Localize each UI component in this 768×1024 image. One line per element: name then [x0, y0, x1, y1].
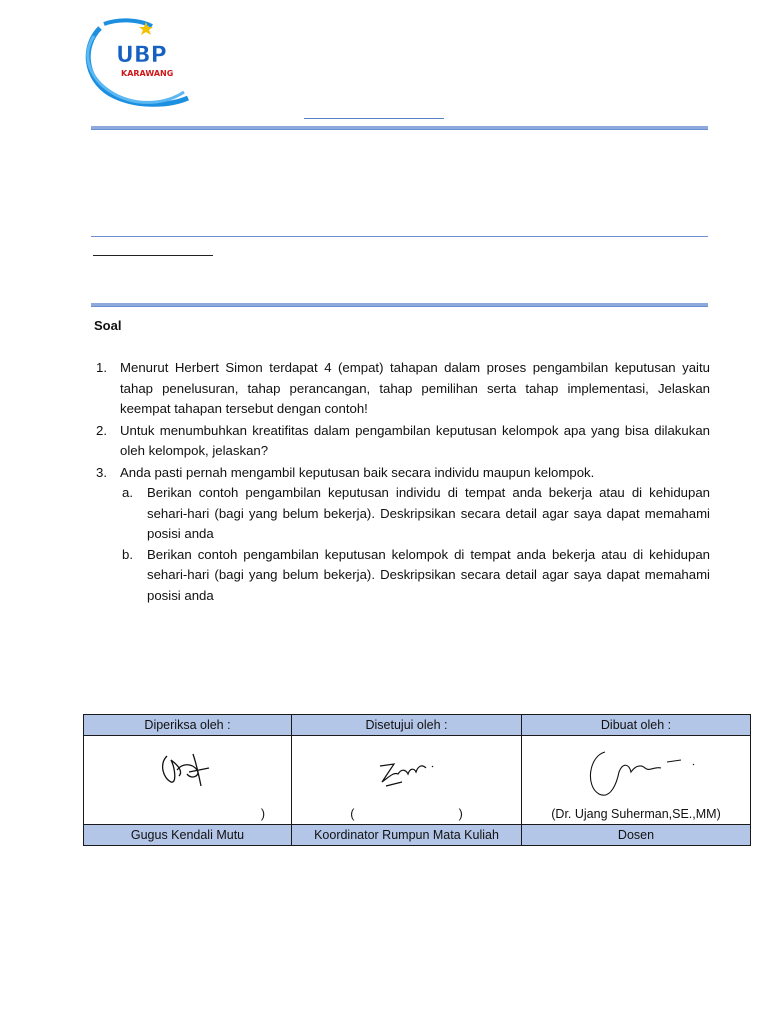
university-logo	[80, 16, 192, 112]
header-made-by: Dibuat oleh :	[522, 715, 751, 736]
sub-question-item	[120, 483, 710, 545]
section-title: Soal	[94, 318, 122, 333]
question-number: 1.	[96, 360, 107, 375]
question-number: 2.	[96, 422, 107, 438]
question-text: Anda pasti pernah mengambil keputusan baik secara individu maupun kelompok.	[120, 464, 595, 480]
header-checked-by: Diperiksa oleh :	[84, 715, 292, 736]
sub-question-text: Berikan contoh pengambilan keputusan individu di tempat anda bekerja atau di kehidupan sehari-hari (bagi yang belum bekerja). Deskripsikan secara detail agar saya dapat memahami posisi anda	[147, 485, 710, 541]
sign-line-approver: ( )	[350, 807, 463, 821]
question-number: 3.	[96, 464, 107, 480]
sign-line-creator: (Dr. Ujang Suherman,SE.,MM)	[551, 807, 721, 821]
question-item	[92, 421, 710, 462]
question-text: Menurut Herbert Simon terdapat 4 (empat) tahapan dalam proses pengambilan keputusan yaitu tahap penelusuran, tahap perancangan, tahap pemilihan serta tahap implementasi, Jelaskan keempat tahapan tersebut dengan contoh!	[120, 360, 710, 416]
sign-line-checker: )	[260, 807, 265, 821]
question-item	[92, 463, 710, 607]
question-item	[92, 358, 710, 420]
role-lecturer: Dosen	[522, 825, 751, 846]
role-quality-control: Gugus Kendali Mutu	[84, 825, 292, 846]
question-text: Untuk menumbuhkan kreatifitas dalam pengambilan keputusan kelompok apa yang bisa dilakukan oleh kelompok, jelaskan?	[120, 422, 710, 458]
signature-cell-checker	[84, 736, 292, 825]
sub-question-list	[120, 483, 710, 606]
sub-question-letter: b.	[122, 546, 133, 562]
question-list	[92, 358, 710, 607]
svg-text:KARAWANG: KARAWANG	[121, 69, 174, 78]
header-link-underline	[304, 118, 444, 119]
signature-header-row	[84, 715, 751, 736]
signature-cell-approver	[292, 736, 522, 825]
info-divider	[91, 236, 708, 237]
header-approved-by: Disetujui oleh :	[292, 715, 522, 736]
sub-question-text: Berikan contoh pengambilan keputusan kelompok di tempat anda bekerja atau di kehidupan sehari-hari (bagi yang belum bekerja). Deskripsikan secara detail agar saya dapat memahami posisi anda	[147, 546, 710, 603]
signature-role-row	[84, 825, 751, 846]
content-divider	[91, 303, 708, 307]
signature-row	[84, 736, 751, 825]
sub-question-item	[120, 545, 710, 607]
svg-text:UBP: UBP	[116, 43, 167, 68]
field-underline	[93, 255, 213, 256]
signature-image	[153, 742, 223, 792]
sub-question-letter: a.	[122, 485, 133, 500]
signature-table	[83, 714, 751, 846]
signature-cell-creator	[522, 736, 751, 825]
signature-image	[372, 742, 442, 792]
signature-image	[571, 742, 701, 802]
role-coordinator: Koordinator Rumpun Mata Kuliah	[292, 825, 522, 846]
header-divider	[91, 126, 708, 130]
